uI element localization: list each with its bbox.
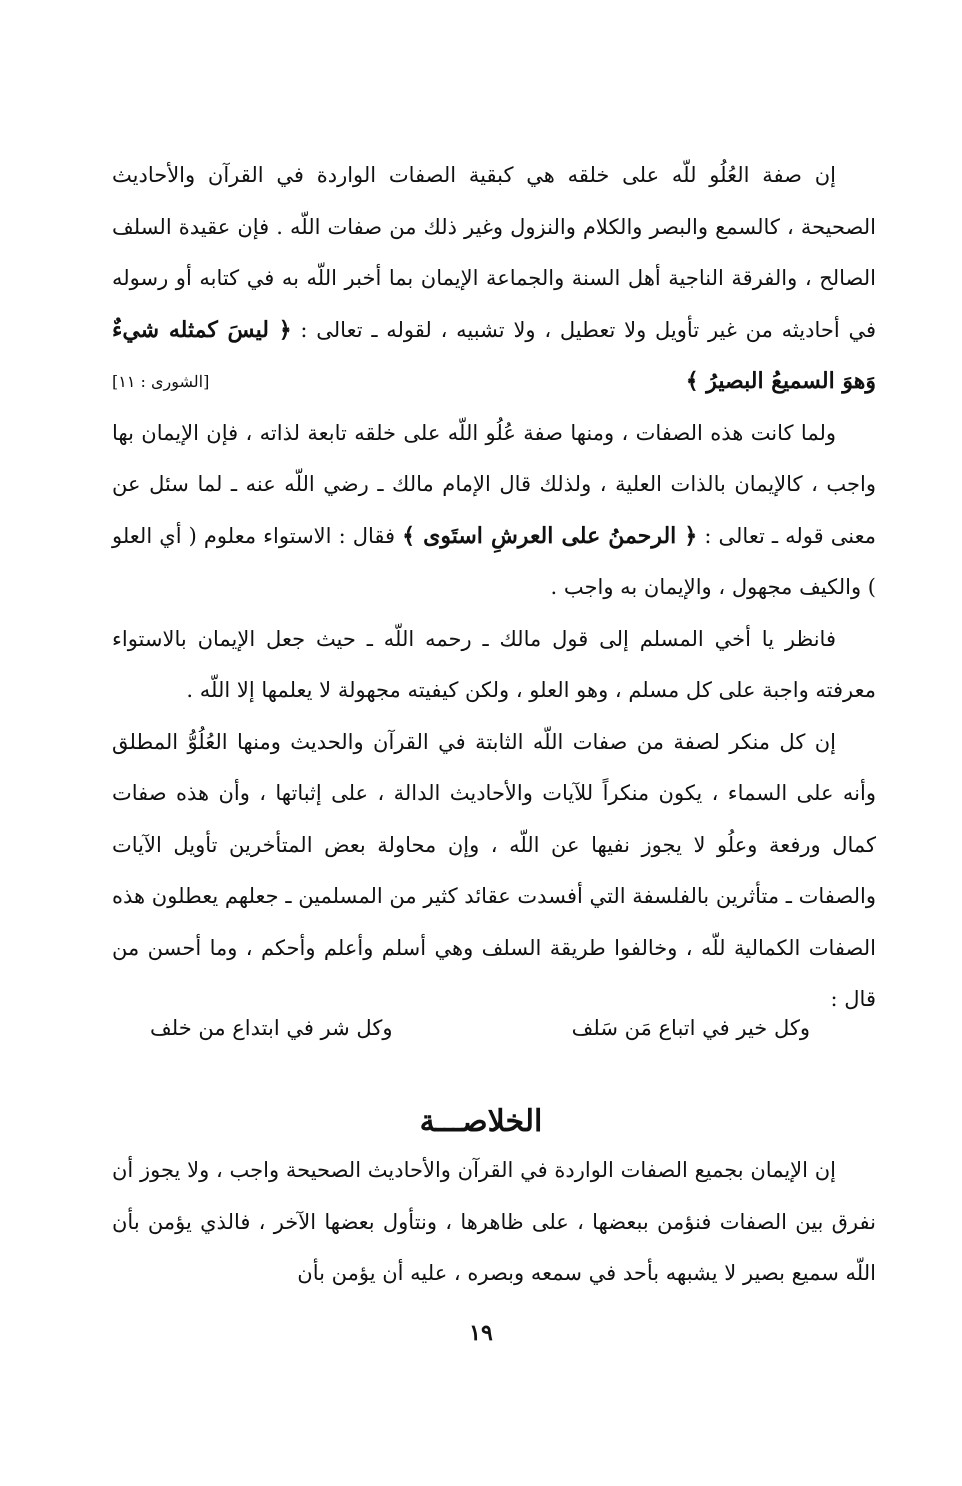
paragraph-2 xyxy=(112,408,876,614)
summary-paragraph: إن الإيمان بجميع الصفات الواردة في القرآن والأحاديث الصحيحة واجب ، ولا يجوز أن نفرق بين الصفات فنؤمن ببعضها ، على ظاهرها ، ونتأول بعضها الآخر ، فالذي يؤمن بأن اللّه سميع بصير لا يشبهه بأحد في سمعه وبصره ، عليه أن يؤمن بأن xyxy=(112,1158,876,1285)
paragraph-4: إن كل منكر لصفة من صفات اللّه الثابتة في القرآن والحديث ومنها العُلُوُّ المطلق وأنه على السماء ، يكون منكراً للآيات والأحاديث الدالة ، على إثباتها ، وأن هذه صفات كمال ورفعة وعلُو لا يجوز نفيها عن اللّه ، وإن محاولة بعض المتأخرين تأويل الآيات والصفات ـ متأثرين بالفلسفة التي أفسدت عقائد كثير من المسلمين ـ جعلهم يعطلون هذه الصفات الكمالية للّه ، وخالفوا طريقة السلف وهي أسلم وأعلم وأحكم ، وما أحسن من قال : xyxy=(112,729,876,1011)
main-text xyxy=(112,150,876,1026)
quran-verse-taha: ﴿ الرحمنُ على العرشِ استَوى ﴾ xyxy=(402,522,698,549)
summary-text xyxy=(112,1145,876,1300)
paragraph-1 xyxy=(112,150,876,408)
paragraph-2-text: ولما كانت هذه الصفات ، ومنها صفة عُلُو اللّه على خلقه تابعة لذاته ، فإن الإيمان بها واجب ، كالإيمان بالذات العلية ، ولذلك قال الإمام مالك ـ رضي اللّه عنه ـ لما سئل عن معنى قوله ـ تعالى : xyxy=(112,420,876,548)
paragraph-1-text: إن صفة العُلُو للّه على خلقه هي كبقية الصفات الواردة في القرآن والأحاديث الصحيحة ، كالسمع والبصر والكلام والنزول وغير ذلك من صفات اللّه . فإن عقيدة السلف الصالح ، والفرقة الناجية أهل السنة والجماعة الإيمان بما أخبر اللّه به في كتابه أو رسوله في أحاديثه من غير تأويل ولا تعطيل ، ولا تشبيه ، لقوله ـ تعالى : xyxy=(112,163,876,342)
paragraph-2-text-end: فقال : الاستواء معلوم ( أي العلو ) والكيف مجهول ، والإيمان به واجب . xyxy=(112,523,876,599)
quran-verse-shura: ﴿ ليسَ كمثله شيءٌ وَهوَ السميعُ البصيرُ ﴾ xyxy=(112,316,876,394)
verse-citation: [الشورى : ١١] xyxy=(112,372,210,391)
page-number: ١٩ xyxy=(469,1320,493,1346)
paragraph-3: فانظر يا أخي المسلم إلى قول مالك ـ رحمه اللّه ـ حيث جعل الإيمان بالاستواء معرفته واجبة على كل مسلم ، وهو العلو ، ولكن كيفيته مجهولة لا يعلمها إلا اللّه . xyxy=(112,626,876,702)
section-heading: الخلاصـــة xyxy=(419,1104,543,1139)
poem-hemistich-left: وكل شر في ابتداع من خلف xyxy=(150,1016,393,1040)
poem-hemistich-right: وكل خير في اتباع مَن سَلف xyxy=(571,1016,810,1040)
poem-verse xyxy=(150,1006,810,1050)
